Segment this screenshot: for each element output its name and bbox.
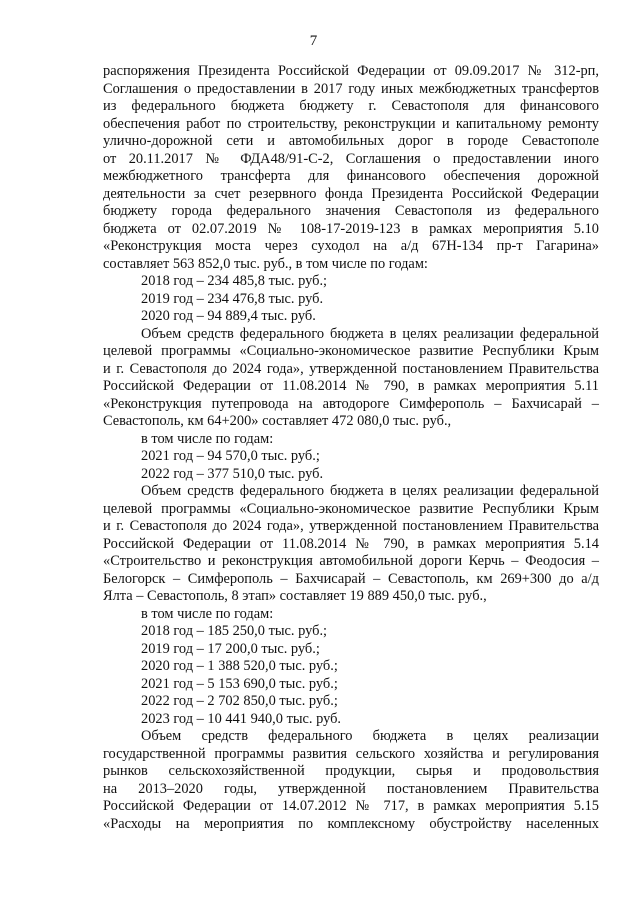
year-amount-line: 2018 год – 234 485,8 тыс. руб.; — [141, 273, 328, 289]
year-amount-line: 2019 год – 234 476,8 тыс. руб. — [141, 290, 324, 307]
paragraph-line: Севастополь, км 64+200» составляет 472 080,0 тыс. руб., — [103, 413, 452, 429]
year-amount-line: в том числе по годам: — [141, 430, 274, 447]
paragraph-line: от 20.11.2017 № ФДА48/91-С-2, Соглашения о предоставлении иного — [103, 150, 599, 167]
paragraph-line: Российской Федерации от 11.08.2014 № 790, в рамках мероприятия 5.11 — [103, 378, 599, 394]
paragraph-line: бюджету города федерального значения Севастополя из федерального — [103, 203, 599, 219]
paragraph-line: целевой программы «Социально-экономическое развитие Республики Крым — [103, 343, 599, 359]
paragraph-line: Белогорск – Симферополь – Бахчисарай – Севастополь, км 269+300 до а/д — [103, 570, 599, 587]
year-amount-line: 2019 год – 17 200,0 тыс. руб.; — [141, 640, 320, 657]
year-amount-line: 2021 год – 5 153 690,0 тыс. руб.; — [141, 675, 338, 692]
paragraph-line: Российской Федерации от 14.07.2012 № 717, в рамках мероприятия 5.15 — [103, 798, 599, 814]
paragraph-line: «Реконструкция моста через суходол на а/д 67Н-134 пр-т Гагарина» — [103, 238, 599, 254]
year-amount-line: 2020 год – 1 388 520,0 тыс. руб.; — [141, 658, 338, 674]
paragraph-line: Объем средств федерального бюджета в целях реализации федеральной — [141, 483, 599, 499]
year-amount-line: в том числе по годам: — [141, 605, 274, 622]
paragraph-line: Российской Федерации от 11.08.2014 № 790, в рамках мероприятия 5.14 — [103, 535, 599, 552]
paragraph-line: «Строительство и реконструкция автомобильной дороги Керчь – Феодосия – — [103, 553, 599, 569]
paragraph-line: составляет 563 852,0 тыс. руб., в том числе по годам: — [103, 255, 428, 272]
paragraph-line: межбюджетного трансферта для финансового обеспечения дорожной — [103, 168, 599, 184]
document-body — [103, 63, 599, 833]
paragraph — [103, 483, 599, 728]
paragraph-line: и г. Севастополя до 2024 года», утвержденной постановлением Правительства — [103, 518, 599, 534]
paragraph-line: Объем средств федерального бюджета в целях реализации — [141, 728, 599, 744]
year-amount-line: 2021 год – 94 570,0 тыс. руб.; — [141, 448, 320, 464]
paragraph-line: Ялта – Севастополь, 8 этап» составляет 19 889 450,0 тыс. руб., — [103, 588, 487, 604]
paragraph-line: из федерального бюджета бюджету г. Севастополя для финансового — [103, 98, 599, 114]
paragraph-line: Соглашения о предоставлении в 2017 году иных межбюджетных трансфертов — [103, 80, 599, 97]
paragraph — [103, 326, 599, 484]
paragraph-line: улично-дорожной сети и автомобильных дорог в городе Севастополе — [103, 133, 599, 149]
paragraph-line: рынков сельскохозяйственной продукции, сырья и продовольствия — [103, 763, 599, 779]
year-amount-line: 2018 год – 185 250,0 тыс. руб.; — [141, 623, 328, 639]
paragraph-line: деятельности за счет резервного фонда Президента Российской Федерации — [103, 185, 599, 202]
year-amount-line: 2023 год – 10 441 940,0 тыс. руб. — [141, 710, 342, 727]
paragraph-line: «Расходы на мероприятия по комплексному обустройству населенных — [103, 815, 599, 832]
year-amount-line: 2022 год – 377 510,0 тыс. руб. — [141, 465, 324, 482]
year-amount-line: 2022 год – 2 702 850,0 тыс. руб.; — [141, 693, 338, 709]
page-number: 7 — [309, 33, 318, 49]
paragraph — [103, 728, 599, 833]
year-amount-line: 2020 год – 94 889,4 тыс. руб. — [141, 308, 316, 324]
paragraph-line: обеспечения работ по строительству, реконструкции и капитальному ремонту — [103, 115, 599, 132]
paragraph — [103, 63, 599, 326]
paragraph-line: на 2013–2020 годы, утвержденной постановлением Правительства — [103, 780, 599, 797]
paragraph-line: целевой программы «Социально-экономическое развитие Республики Крым — [103, 500, 599, 517]
paragraph-line: бюджета от 02.07.2019 № 108-17-2019-123 в рамках мероприятия 5.10 — [103, 220, 599, 237]
paragraph-line: государственной программы развития сельского хозяйства и регулирования — [103, 745, 599, 762]
paragraph-line: Объем средств федерального бюджета в целях реализации федеральной — [141, 325, 599, 342]
paragraph-line: «Реконструкция путепровода на автодороге Симферополь – Бахчисарай – — [103, 395, 599, 412]
paragraph-line: и г. Севастополя до 2024 года», утвержденной постановлением Правительства — [103, 360, 599, 377]
paragraph-line: распоряжения Президента Российской Федерации от 09.09.2017 № 312-рп, — [103, 63, 599, 79]
